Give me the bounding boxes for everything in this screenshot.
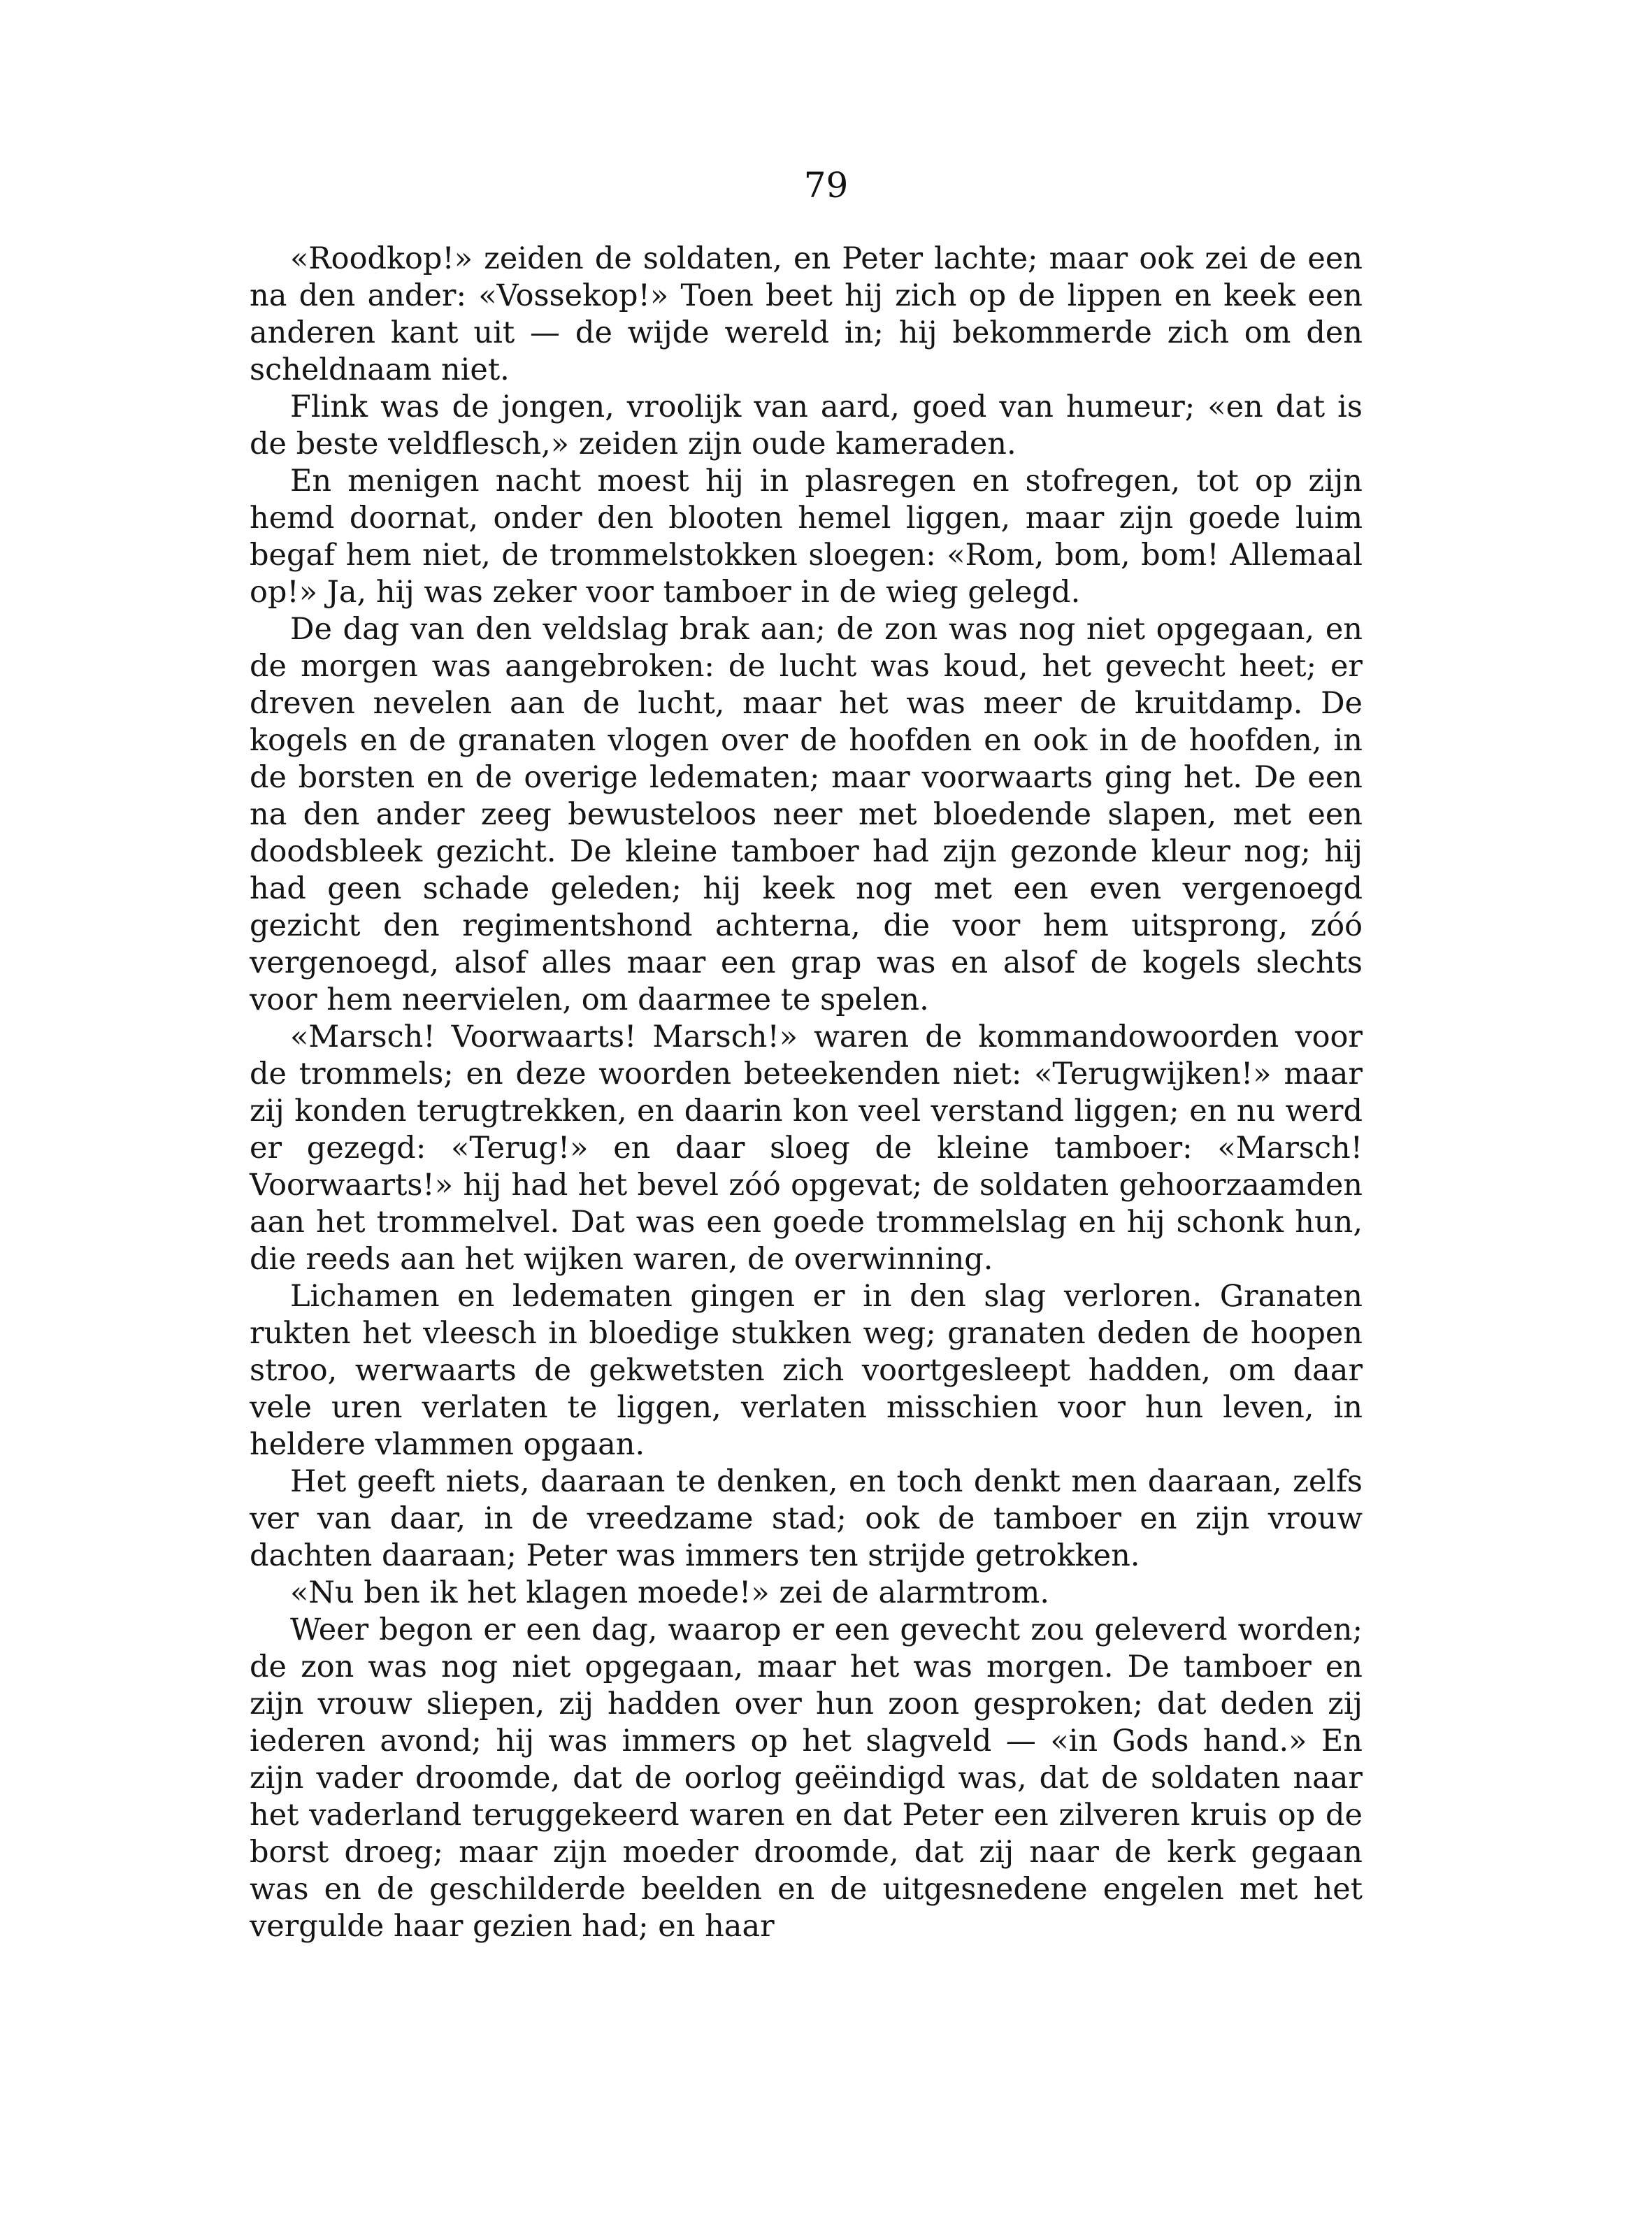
paragraph: Weer begon er een dag, waarop er een gevecht zou geleverd worden; de zon was nog niet opgegaan, maar het was morgen. De tamboer en zijn vrouw sliepen, zij hadden over hun zoon gesproken; dat deden zij iederen avond; hij was immers op het slagveld — «in Gods hand.» En zijn vader droomde, dat de oorlog geëindigd was, dat de soldaten naar het vaderland teruggekeerd waren en dat Peter een zilveren kruis op de borst droeg; maar zijn moeder droomde, dat zij naar de kerk gegaan was en de geschilderde beelden en de uitgesnedene engelen met het vergulde haar gezien had; en haar bbox=[250, 1612, 1363, 1944]
paragraph: Flink was de jongen, vroolijk van aard, goed van humeur; «en dat is de beste veldflesch,» zeiden zijn oude kameraden. bbox=[250, 389, 1363, 461]
paragraph: «Roodkop!» zeiden de soldaten, en Peter lachte; maar ook zei de een na den ander: «Vossekop!» Toen beet hij zich op de lippen en keek een anderen kant uit — de wijde wereld in; hij bekommerde zich om den scheldnaam niet. bbox=[250, 241, 1363, 387]
paragraph: «Marsch! Voorwaarts! Marsch!» waren de kommandowoorden voor de trommels; en deze woorden beteekenden niet: «Terugwijken!» maar zij konden terugtrekken, en daarin kon veel verstand liggen; en nu werd er gezegd: «Terug!» en daar sloeg de kleine tamboer: «Marsch! Voorwaarts!» hij had het bevel zóó opgevat; de soldaten gehoorzaamden aan het trommelvel. Dat was een goede trommelslag en hij schonk hun, die reeds aan het wijken waren, de overwinning. bbox=[250, 1019, 1363, 1277]
paragraph: «Nu ben ik het klagen moede!» zei de alarmtrom. bbox=[290, 1575, 1050, 1610]
paragraph: Het geeft niets, daaraan te denken, en toch denkt men daaraan, zelfs ver van daar, in de vreedzame stad; ook de tamboer en zijn vrouw dachten daaraan; Peter was immers ten strijde getrokken. bbox=[250, 1464, 1363, 1573]
text-column bbox=[250, 241, 1363, 1945]
paragraph: De dag van den veldslag brak aan; de zon was nog niet opgegaan, en de morgen was aangebroken: de lucht was koud, het gevecht heet; er dreven nevelen aan de lucht, maar het was meer de kruitdamp. De kogels en de granaten vlogen over de hoofden en ook in de hoofden, in de borsten en de overige ledematen; maar voorwaarts ging het. De een na den ander zeeg bewusteloos neer met bloedende slapen, met een doodsbleek gezicht. De kleine tamboer had zijn gezonde kleur nog; hij had geen schade geleden; hij keek nog met een even vergenoegd gezicht den regimentshond achterna, die voor hem uitsprong, zóó vergenoegd, alsof alles maar een grap was en alsof de kogels slechts voor hem neervielen, om daarmee te spelen. bbox=[250, 612, 1363, 1017]
page-number: 79 bbox=[803, 165, 849, 206]
paragraph: Lichamen en ledematen gingen er in den slag verloren. Granaten rukten het vleesch in bloedige stukken weg; granaten deden de hoopen stroo, werwaarts de gekwetsten zich voortgesleept hadden, om daar vele uren verlaten te liggen, verlaten misschien voor hun leven, in heldere vlammen opgaan. bbox=[250, 1279, 1363, 1462]
paragraph: En menigen nacht moest hij in plasregen en stofregen, tot op zijn hemd doornat, onder den blooten hemel liggen, maar zijn goede luim begaf hem niet, de trommelstokken sloegen: «Rom, bom, bom! Allemaal op!» Ja, hij was zeker voor tamboer in de wieg gelegd. bbox=[250, 464, 1363, 610]
